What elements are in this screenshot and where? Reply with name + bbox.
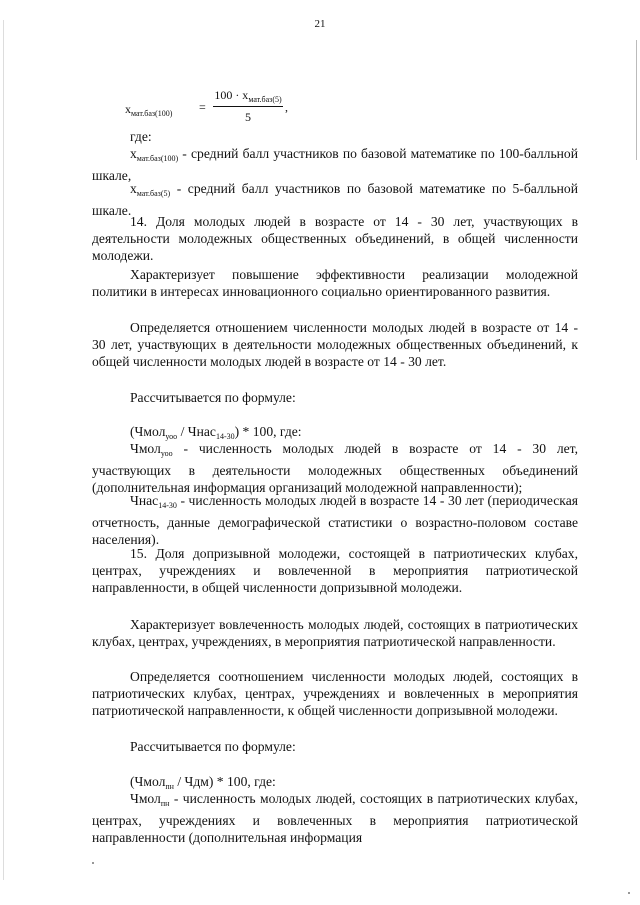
scan-edge-left <box>3 20 4 880</box>
item-14-definition: Определяется отношением численности молодых людей в возрасте от 14 - 30 лет, участвующих в деятельности молодежных общественных объединений, к общей численности молодых людей в возрасте от 14 - 30 лет. <box>92 320 578 369</box>
formula-numerator: $100 \cdot x_{мат.баз(5)}$ <box>213 88 283 107</box>
formula-math-score <box>125 88 325 128</box>
formula-equals: = <box>199 100 206 114</box>
formula-lhs: $x_{мат.баз(100)}$ <box>125 102 173 118</box>
definition-chnas: Чнас$_{14-30}$ - численность молодых людей в возрасте 14 - 30 лет (периодическая отчетность, данные демографической статистики о возрастно-половом составе населения). <box>92 493 578 547</box>
item-14-title: 14. Доля молодых людей в возрасте от 14 - 30 лет, участвующих в деятельности молодежных общественных объединений, в общей численности молодежи. <box>92 214 578 263</box>
calc-label-15: Рассчитывается по формуле: <box>130 739 296 754</box>
formula-trail: , <box>285 100 288 114</box>
definition-chmol-pn: Чмол$_{пн}$ - численность молодых людей, состоящих в патриотических клубах, центрах, учреждениях и вовлеченных в мероприятия патриотической направленности (дополнительная информация <box>92 791 578 845</box>
definition-x100: $x_{мат.баз(100)}$ - средний балл участников по базовой математике по 100-балльной шкале, <box>92 146 578 183</box>
formula-14: (Чмол$_{уоо}$ / Чнас$_{14-30}$) * 100, где: <box>130 424 302 441</box>
formula-fraction <box>213 88 283 125</box>
calc-label-14: Рассчитывается по формуле: <box>130 390 296 405</box>
formula-15: (Чмол$_{пн}$ / Чдм) * 100, где: <box>130 774 276 791</box>
page-number: 21 <box>314 18 326 30</box>
definition-x5: $x_{мат.баз(5)}$ - средний балл участников по базовой математике по 5-балльной шкале. <box>92 181 578 218</box>
scan-speck <box>628 892 630 894</box>
formula-denominator: 5 <box>245 110 251 124</box>
definition-chmol-uoo: Чмол$_{уоо}$ - численность молодых людей в возрасте от 14 - 30 лет, участвующих в деятельности молодежных общественных объединений (дополнительная информация организаций молодежной направленности); <box>92 441 578 495</box>
where-label: где: <box>130 129 152 144</box>
item-14-characteristic: Характеризует повышение эффективности реализации молодежной политики в интересах инновационного социально ориентированного развития. <box>92 267 578 299</box>
item-15-definition: Определяется соотношением численности молодых людей, состоящих в патриотических клубах, центрах, учреждениях и вовлеченных в мероприятия патриотической направленности, к общей численности допризывной молодежи. <box>92 669 578 718</box>
scan-edge-right <box>636 40 637 160</box>
scan-speck <box>92 862 94 864</box>
item-15-title: 15. Доля допризывной молодежи, состоящей в патриотических клубах, центрах, учреждениях и вовлеченной в мероприятия патриотической направленности, в общей численности допризывной молодежи. <box>92 546 578 595</box>
item-15-characteristic: Характеризует вовлеченность молодых людей, состоящих в патриотических клубах, центрах, учреждениях, в мероприятия патриотической направленности. <box>92 617 578 649</box>
